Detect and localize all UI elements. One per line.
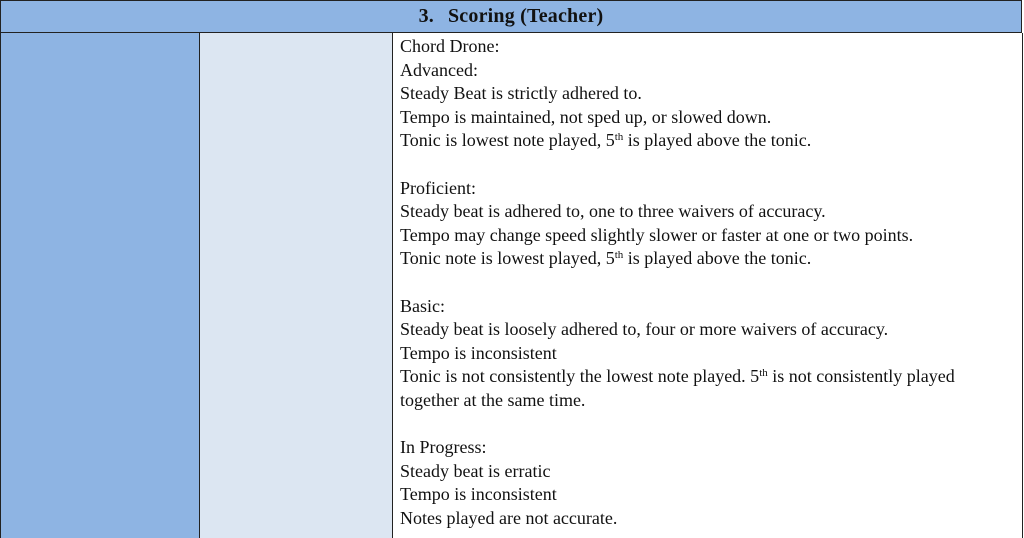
table-cell-left: [0, 33, 199, 538]
section-title: [419, 5, 604, 28]
advanced-heading: Advanced:: [400, 59, 478, 80]
basic-heading: Basic:: [400, 295, 445, 316]
in-progress-block: [400, 436, 1016, 530]
basic-line-3-sup: th: [759, 367, 768, 380]
proficient-line-3-sup: th: [614, 249, 624, 262]
intro-label: Chord Drone:: [400, 36, 500, 56]
table-cell-middle: [199, 33, 392, 538]
proficient-heading: Proficient:: [400, 177, 476, 198]
proficient-line-1: Steady beat is adhered to, one to three waivers of accuracy.: [400, 201, 826, 222]
basic-line-1: Steady beat is loosely adhered to, four or more waivers of accuracy.: [400, 319, 889, 340]
advanced-line-2: Tempo is maintained, not sped up, or slowed down.: [400, 106, 772, 127]
proficient-line-3-start: Tonic note is lowest played, 5: [400, 248, 615, 269]
proficient-block: [400, 177, 1016, 271]
section-number: 3.: [418, 5, 434, 27]
in-progress-line-1: Steady beat is erratic: [400, 460, 551, 481]
advanced-line-3-end: is played above the tonic.: [623, 130, 812, 151]
basic-block: [400, 295, 1016, 413]
advanced-line-3-start: Tonic is lowest note played, 5: [400, 130, 615, 151]
scoring-text-cell: [400, 35, 1016, 530]
advanced-line-1: Steady Beat is strictly adhered to.: [400, 83, 642, 104]
proficient-line-2: Tempo may change speed slightly slower or faster at one or two points.: [400, 224, 914, 245]
basic-line-3-end: is not consistently played together at the same time.: [400, 366, 955, 410]
advanced-block: [400, 35, 1016, 153]
advanced-line-3-sup: th: [614, 131, 624, 144]
basic-line-3: [400, 365, 990, 412]
basic-line-3-start: Tonic is not consistently the lowest note played. 5: [400, 366, 760, 387]
basic-line-2: Tempo is inconsistent: [400, 342, 557, 363]
advanced-line-3: [400, 129, 1016, 153]
proficient-line-3-end: is played above the tonic.: [623, 248, 812, 269]
in-progress-heading: In Progress:: [400, 437, 487, 458]
section-title-text: Scoring (Teacher): [447, 5, 604, 27]
in-progress-line-3: Notes played are not accurate.: [400, 507, 618, 528]
in-progress-line-2: Tempo is inconsistent: [400, 484, 557, 505]
proficient-line-3: [400, 247, 1016, 271]
table-header-row: [0, 0, 1022, 33]
